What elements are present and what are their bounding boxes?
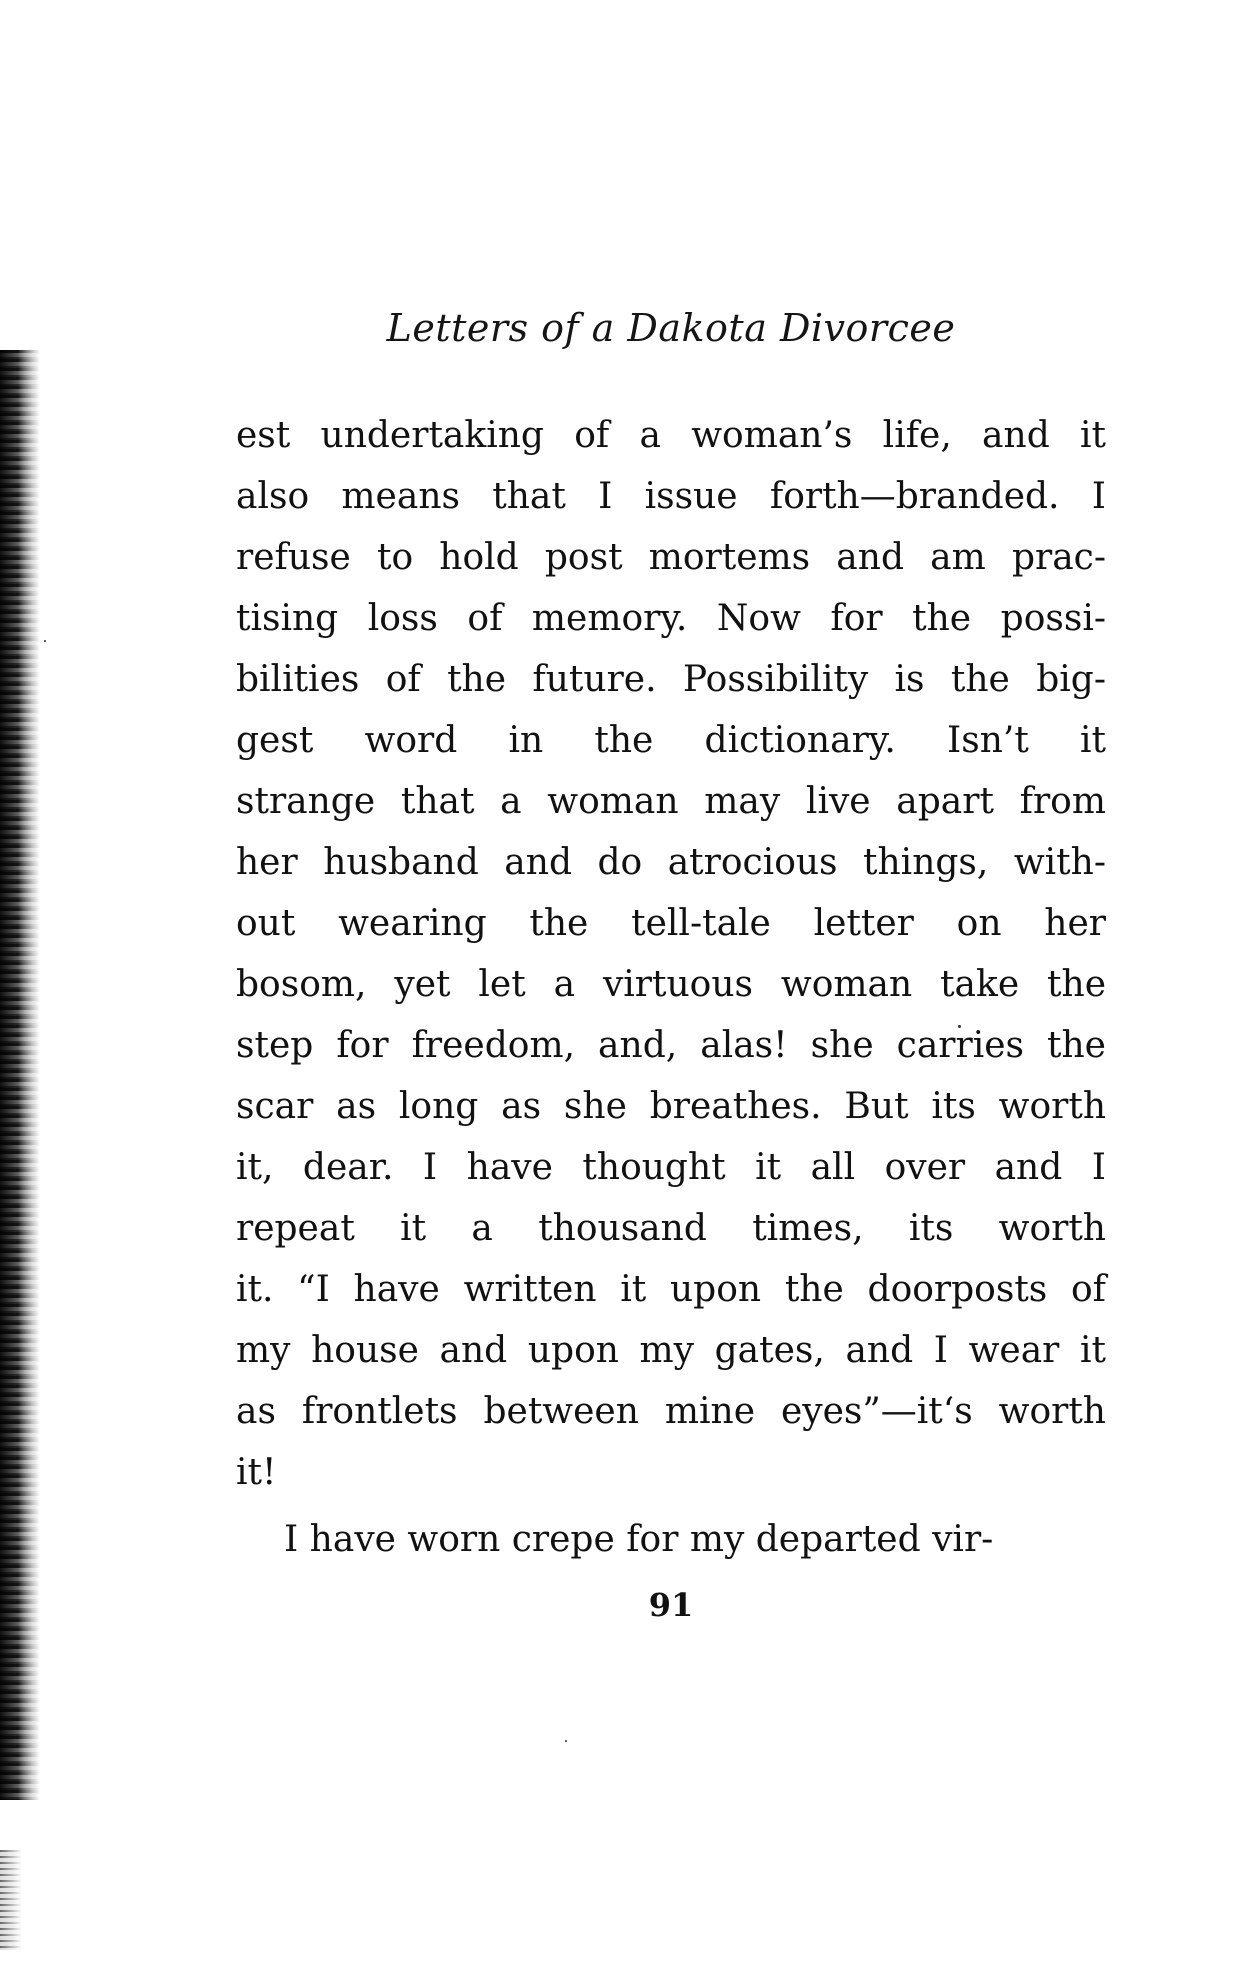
text-line: her husband and do atrocious things, with- xyxy=(236,842,1106,883)
text-line: bosom, yet let a virtuous woman take the xyxy=(236,964,1106,1005)
text-line: as frontlets between mine eyes”—it‘s worth xyxy=(236,1391,1106,1432)
text-line: my house and upon my gates, and I wear it xyxy=(236,1330,1106,1371)
text-line: also means that I issue forth—branded. I xyxy=(236,476,1106,517)
text-line: step for freedom, and, alas! she carries the xyxy=(236,1025,1106,1066)
body-text xyxy=(236,405,1106,1570)
text-line: tising loss of memory. Now for the possi- xyxy=(236,598,1106,639)
text-line: scar as long as she breathes. But its worth xyxy=(236,1086,1106,1127)
text-line: strange that a woman may live apart from xyxy=(236,781,1106,822)
text-line: est undertaking of a woman’s life, and it xyxy=(236,415,1106,456)
text-line: repeat it a thousand times, its worth xyxy=(236,1208,1106,1249)
text-line: bilities of the future. Possibility is the big- xyxy=(236,659,1106,700)
text-line: it. “I have written it upon the doorposts of xyxy=(236,1269,1106,1310)
text-line-paragraph-start: I have worn crepe for my departed vir- xyxy=(284,1519,994,1560)
page-speck xyxy=(565,1740,567,1742)
binding-edge-shadow-lower xyxy=(0,1850,22,1950)
text-line: out wearing the tell-tale letter on her xyxy=(236,903,1106,944)
binding-edge-shadow xyxy=(0,350,40,1800)
text-line: refuse to hold post mortems and am prac- xyxy=(236,537,1106,578)
text-line: gest word in the dictionary. Isn’t it xyxy=(236,720,1106,761)
text-line: it, dear. I have thought it all over and I xyxy=(236,1147,1106,1188)
page-speck xyxy=(44,640,46,642)
text-line-paragraph-end: it! xyxy=(236,1452,277,1493)
page-number: 91 xyxy=(648,1586,694,1624)
running-head: Letters of a Dakota Divorcee xyxy=(386,306,956,350)
